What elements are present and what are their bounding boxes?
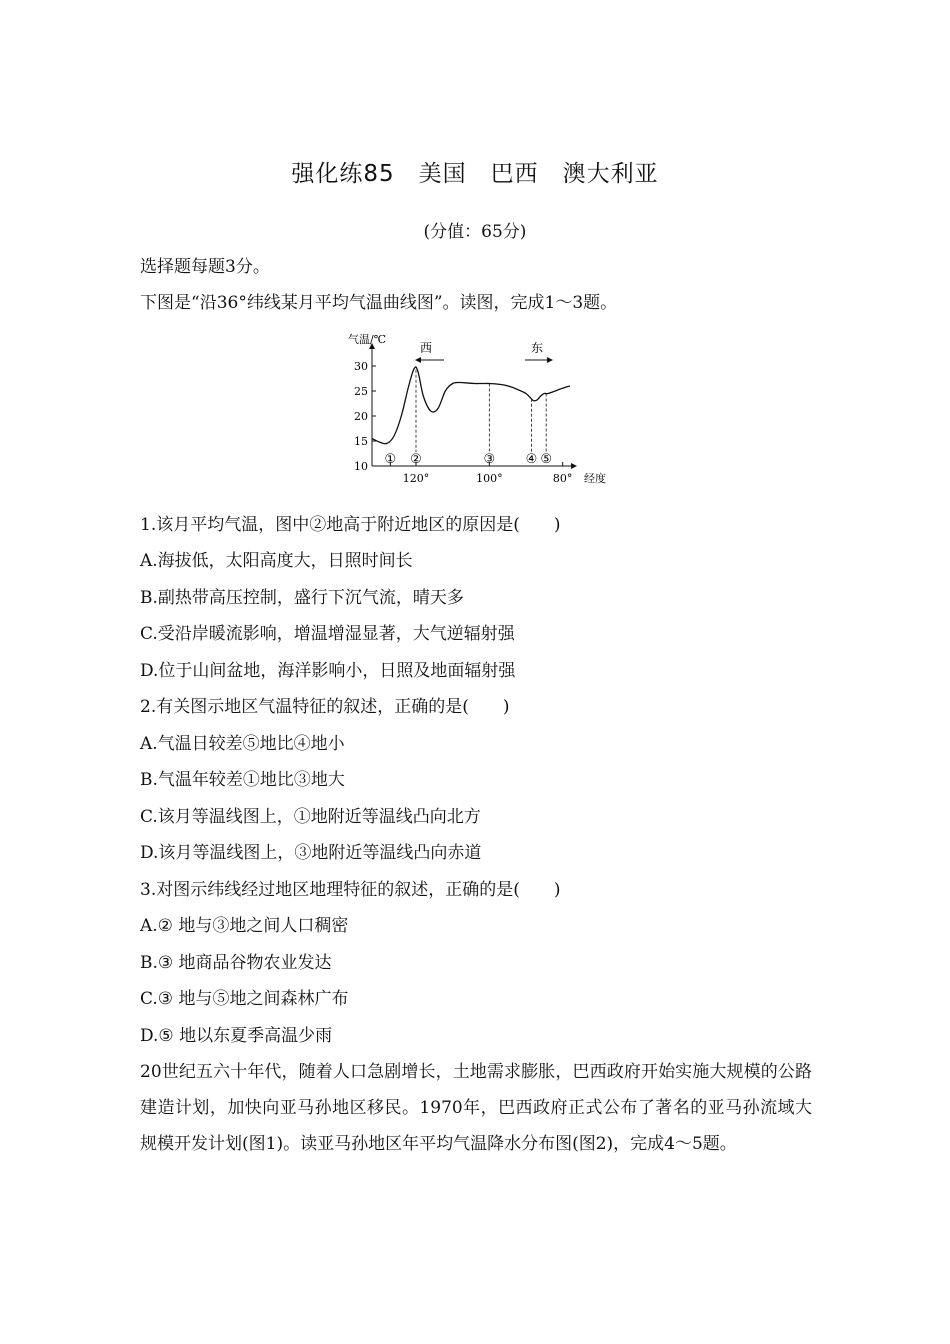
point-label-3: ③	[483, 452, 496, 467]
y-tick-label: 25	[354, 385, 368, 398]
temperature-chart-svg	[340, 328, 610, 488]
question-3-option-d: D.⑤ 地以东夏季高温少雨	[140, 1026, 333, 1046]
page-title: 强化练85 美国 巴西 澳大利亚	[291, 161, 659, 187]
figure-intro-text: 下图是“沿36°纬线某月平均气温曲线图”。读图，完成1～3题。	[140, 293, 618, 313]
y-tick-label: 10	[354, 460, 368, 473]
x-tick-label: 80°	[552, 472, 573, 485]
point-label-1: ①	[384, 452, 397, 467]
closing-paragraph: 20世纪五六十年代，随着人口急剧增长，土地需求膨胀，巴西政府开始实施大规模的公路建造计划，加快向亚马孙地区移民。1970年，巴西政府正式公布了著名的亚马孙流域大规模开发计划(图1)。读亚马孙地区年平均气温降水分布图(图2)，完成4～5题。	[140, 1062, 812, 1154]
question-2-option-a: A.气温日较差⑤地比④地小	[140, 734, 345, 754]
question-1-option-b: B.副热带高压控制，盛行下沉气流，晴天多	[140, 588, 464, 608]
question-3-option-b: B.③ 地商品谷物农业发达	[140, 953, 332, 973]
question-1-option-a: A.海拔低，太阳高度大，日照时间长	[140, 551, 413, 571]
east-label: 东	[530, 341, 544, 355]
question-2-option-c: C.该月等温线图上，①地附近等温线凸向北方	[140, 807, 481, 827]
x-tick-label: 100°	[476, 472, 503, 485]
question-1-option-c: C.受沿岸暖流影响，增温增湿显著，大气逆辐射强	[140, 624, 515, 644]
question-2-option-b: B.气温年较差①地比③地大	[140, 770, 345, 790]
point-label-5: ⑤	[540, 452, 552, 467]
question-2-option-d: D.该月等温线图上，③地附近等温线凸向赤道	[140, 843, 482, 863]
question-3-stem: 3.对图示纬线经过地区地理特征的叙述，正确的是( )	[140, 880, 561, 900]
question-1-option-d: D.位于山间盆地，海洋影响小，日照及地面辐射强	[140, 661, 516, 681]
temperature-chart	[340, 328, 610, 488]
score-note: (分值：65分)	[423, 222, 527, 242]
point-label-2: ②	[410, 452, 422, 467]
west-label: 西	[419, 341, 433, 355]
question-3-option-c: C.③ 地与⑤地之间森林广布	[140, 989, 349, 1009]
x-axis-label: 经度	[584, 472, 606, 485]
point-label-4: ④	[525, 452, 538, 467]
x-tick-label: 120°	[402, 472, 430, 485]
y-tick-label: 30	[354, 360, 368, 373]
y-tick-label: 15	[354, 435, 368, 448]
y-tick-label: 20	[354, 410, 368, 423]
question-2-stem: 2.有关图示地区气温特征的叙述，正确的是( )	[140, 697, 510, 717]
question-3-option-a: A.② 地与③地之间人口稠密	[140, 916, 349, 936]
y-axis-label: 气温/℃	[348, 333, 387, 346]
intro-text: 选择题每题3分。	[140, 257, 270, 277]
question-1-stem: 1.该月平均气温，图中②地高于附近地区的原因是( )	[140, 515, 561, 535]
temperature-curve	[372, 367, 570, 444]
